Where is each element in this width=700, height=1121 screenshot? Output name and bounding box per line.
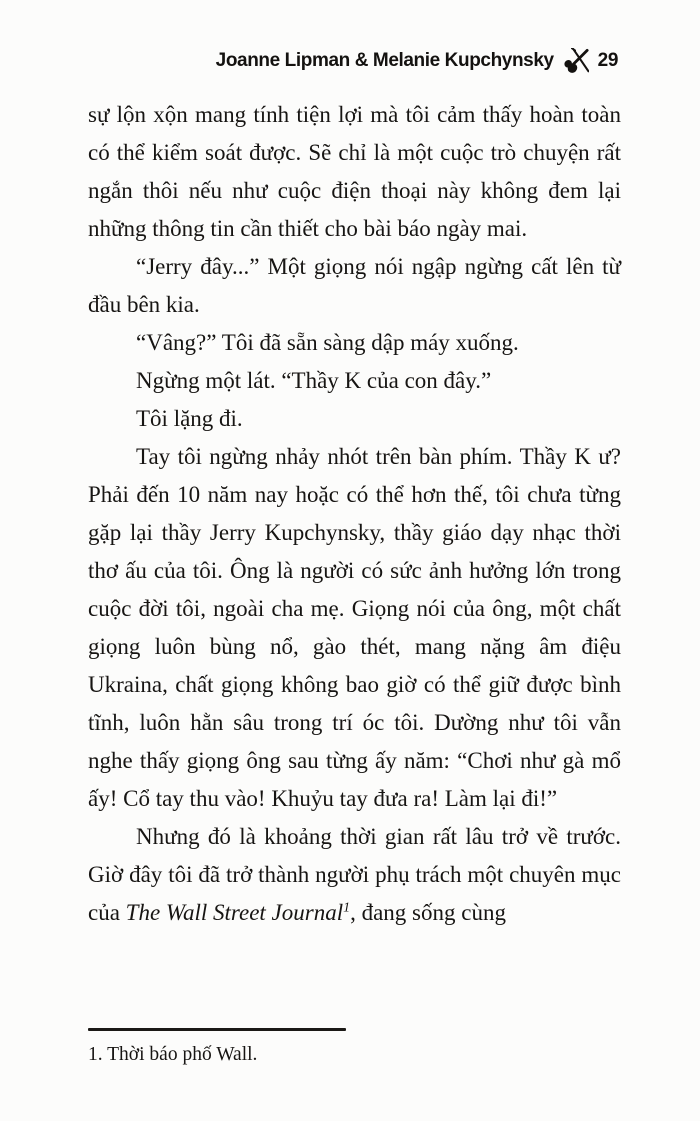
page-body — [88, 96, 621, 932]
paragraph-dialogue-thay-k: Ngừng một lát. “Thầy K của con đây.” — [136, 368, 492, 393]
paragraph-toi-lang-di: Tôi lặng đi. — [136, 406, 243, 431]
footnote-divider — [88, 1028, 346, 1031]
footnote-marker: 1 — [343, 900, 351, 916]
footnote-area — [88, 1028, 621, 1067]
header-authors: Joanne Lipman & Melanie Kupchynsky — [215, 50, 554, 71]
paragraph-present-day — [88, 818, 621, 932]
paragraph-dialogue-jerry: “Jerry đây...” Một giọng nói ngập ngừng cất lên từ đầu bên kia. — [88, 254, 621, 317]
paragraph-continuation: sự lộn xộn mang tính tiện lợi mà tôi cảm thấy hoàn toàn có thể kiểm soát được. Sẽ chỉ là một cuộc trò chuyện rất ngắn thôi nếu như cuộc điện thoại này không đem lại những thông tin cần thiết cho bài báo ngày mai. — [88, 102, 621, 241]
paragraph-text-after-title: , đang sống cùng — [350, 900, 506, 925]
paragraph-text-before-title: Nhưng đó là khoảng thời gian rất lâu trở về trước. Giờ đây tôi đã trở thành người phụ trách một chuyên mục của — [88, 824, 621, 925]
paragraph-memory: Tay tôi ngừng nhảy nhót trên bàn phím. Thầy K ư? Phải đến 10 năm nay hoặc có thể hơn thế, tôi chưa từng gặp lại thầy Jerry Kupchynsky, thầy giáo dạy nhạc thời thơ ấu của tôi. Ông là người có sức ảnh hưởng lớn trong cuộc đời tôi, ngoài cha mẹ. Giọng nói của ông, một chất giọng luôn bùng nổ, gào thét, mang nặng âm điệu Ukraina, chất giọng không bao giờ có thể giữ được bình tĩnh, luôn hằn sâu trong trí óc tôi. Dường như tôi vẫn nghe thấy giọng ông sau từng ấy năm: “Chơi như gà mổ ấy! Cổ tay thu vào! Khuỷu tay đưa ra! Làm lại đi!” — [88, 444, 621, 811]
paragraph-dialogue-vang: “Vâng?” Tôi đã sẵn sàng dập máy xuống. — [136, 330, 519, 355]
page-number: 29 — [597, 50, 618, 71]
violin-with-bow-icon — [563, 48, 589, 74]
running-header — [216, 48, 618, 74]
book-title-italic: The Wall Street Journal — [125, 900, 344, 925]
footnote-text: 1. Thời báo phố Wall. — [88, 1044, 258, 1065]
